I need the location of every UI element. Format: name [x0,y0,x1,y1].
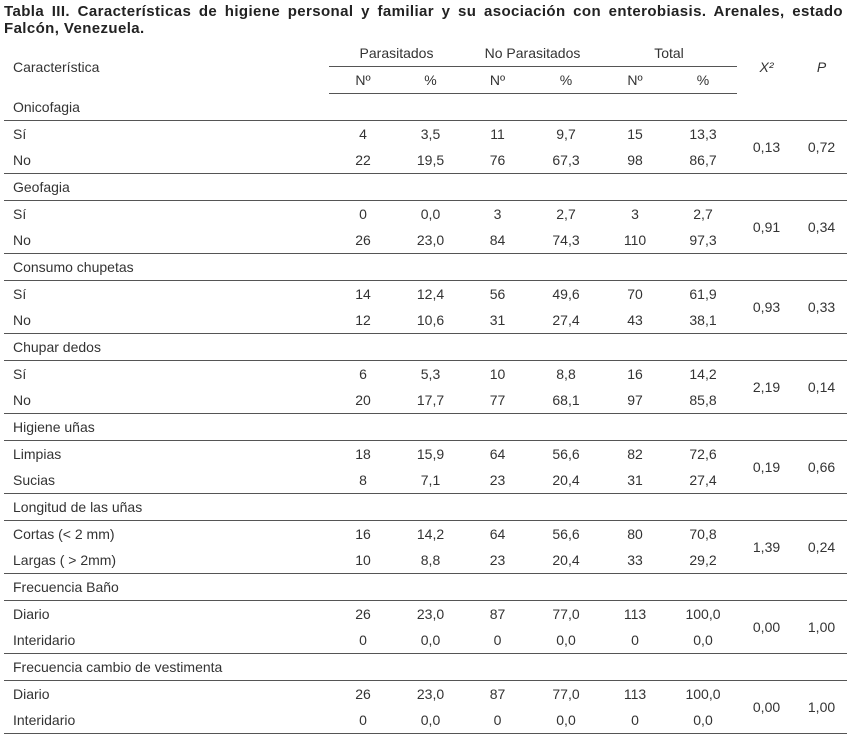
row-label: Largas ( > 2mm) [13,552,117,568]
table-cell: 0,0 [420,632,441,648]
row-label: Sí [13,366,27,382]
table-cell: 77,0 [552,686,580,702]
table-cell: 20,4 [552,552,580,568]
table-row [4,441,847,468]
table-cell: 97,3 [689,232,717,248]
table-cell: 70 [627,286,643,302]
table-cell: 5,3 [420,366,441,382]
chi-square-value: 0,13 [752,139,781,155]
table-cell: 15 [627,126,643,142]
section-label: Frecuencia cambio de vestimenta [4,654,847,681]
table-row [4,227,847,254]
table-cell: 70,8 [689,526,717,542]
table-cell: 0 [359,712,367,728]
table-cell: 0,0 [693,632,713,648]
table-cell: 23 [489,472,506,488]
row-label: No [13,312,31,328]
table-cell: 0,0 [556,632,576,648]
row-label: Diario [13,686,50,702]
section-header-row [4,414,847,441]
table-cell: 0 [493,712,502,728]
chi-square-value: 2,19 [752,379,781,395]
table-cell: 113 [623,606,647,622]
header-subcol: % [669,67,737,94]
header-group-parasitados: Parasitados [329,40,464,67]
table-cell: 20,4 [552,472,580,488]
table-cell: 0,0 [556,712,576,728]
table-header [4,40,847,94]
row-label: Sucias [13,472,56,488]
table-cell: 7,1 [420,472,441,488]
table-cell: 61,9 [689,286,717,302]
header-group-total: Total [601,40,737,67]
section-label: Onicofagia [4,94,847,121]
table-cell: 97 [627,392,643,408]
table-cell: 0 [631,712,639,728]
table-cell: 56 [489,286,506,302]
table-cell: 15,9 [416,446,445,462]
table-row [4,361,847,388]
table-row [4,601,847,628]
row-label: Sí [13,126,27,142]
chi-square-value: 0,19 [752,459,781,475]
table-cell: 8,8 [420,552,441,568]
header-p-value: P [816,58,827,75]
table-cell: 100,0 [685,686,721,702]
section-label: Longitud de las uñas [4,494,847,521]
chi-square-value: 1,39 [752,539,781,555]
table-cell: 26 [355,606,371,622]
table-cell: 3 [493,206,502,222]
table-cell: 23,0 [416,232,445,248]
table-cell: 31 [627,472,643,488]
table-row [4,281,847,308]
table-cell: 4 [359,126,367,142]
table-cell: 64 [489,446,506,462]
table-row [4,627,847,654]
table-cell: 6 [359,366,367,382]
table-cell: 43 [627,312,643,328]
table-cell: 23 [489,552,506,568]
table-cell: 68,1 [552,392,580,408]
table-cell: 23,0 [416,686,445,702]
section-header-row [4,654,847,681]
table-cell: 10,6 [416,312,445,328]
table-cell: 49,6 [552,286,580,302]
table-cell: 14,2 [689,366,717,382]
table-cell: 9,7 [556,126,576,142]
table-cell: 29,2 [689,552,717,568]
table-cell: 84 [489,232,506,248]
row-label: Cortas (< 2 mm) [13,526,115,542]
table-cell: 0 [493,632,502,648]
table-cell: 38,1 [689,312,717,328]
header-chi-square: X² [759,58,774,75]
table-cell: 0 [631,632,639,648]
table-cell: 74,3 [552,232,580,248]
row-label: No [13,152,31,168]
table-cell: 0 [359,632,367,648]
header-group-no-parasitados: No Parasitados [464,40,601,67]
table-cell: 56,6 [552,446,580,462]
table-cell: 110 [623,232,647,248]
header-subcol: % [531,67,601,94]
table-cell: 10 [489,366,506,382]
p-value: 0,24 [807,539,836,555]
table-cell: 31 [489,312,506,328]
chi-square-value: 0,00 [752,699,781,715]
table-cell: 0,0 [420,712,441,728]
p-value: 1,00 [807,619,836,635]
header-subcol: % [397,67,464,94]
table-cell: 17,7 [416,392,445,408]
table-cell: 18 [355,446,371,462]
table-cell: 100,0 [685,606,721,622]
table-cell: 87 [489,686,506,702]
row-label: Sí [13,286,27,302]
table-cell: 3 [631,206,639,222]
table-cell: 16 [627,366,643,382]
row-label: Diario [13,606,50,622]
table-row [4,707,847,734]
data-table-container [4,40,847,734]
section-label: Consumo chupetas [4,254,847,281]
table-cell: 8 [359,472,367,488]
table-cell: 86,7 [689,152,717,168]
row-label: No [13,232,31,248]
table-cell: 26 [355,232,371,248]
table-cell: 20 [355,392,371,408]
table-cell: 14,2 [416,526,445,542]
section-header-row [4,494,847,521]
chi-square-value: 0,93 [752,299,781,315]
table-cell: 2,7 [693,206,713,222]
table-cell: 0,0 [693,712,713,728]
table-cell: 14 [355,286,371,302]
p-value: 0,14 [807,379,836,395]
row-label: Limpias [13,446,62,462]
table-cell: 82 [627,446,643,462]
table-cell: 33 [627,552,643,568]
table-cell: 77 [489,392,506,408]
table-cell: 26 [355,686,371,702]
table-body [4,94,847,734]
table-cell: 76 [489,152,506,168]
header-caracteristica: Característica [13,58,100,75]
row-label: Interidario [13,632,76,648]
table-cell: 13,3 [689,126,717,142]
table-cell: 23,0 [416,606,445,622]
table-row [4,147,847,174]
table-cell: 56,6 [552,526,580,542]
table-cell: 3,5 [420,126,441,142]
table-cell: 8,8 [556,366,576,382]
table-row [4,307,847,334]
table-cell: 72,6 [689,446,717,462]
table-row [4,121,847,148]
table-title: Tabla III. Características de higiene personal y familiar y su asociación con enterobiasis. Arenales, estado Falcón, Venezuela. [4,3,843,37]
table-cell: 11 [490,126,505,142]
header-subcol: Nº [464,67,531,94]
section-label: Frecuencia Baño [4,574,847,601]
table-cell: 67,3 [552,152,580,168]
table-cell: 22 [355,152,371,168]
table-cell: 64 [489,526,506,542]
p-value: 0,33 [807,299,836,315]
chi-square-value: 0,91 [752,219,781,235]
table-row [4,201,847,228]
table-row [4,521,847,548]
table-cell: 0 [359,206,367,222]
p-value: 0,72 [807,139,836,155]
table-cell: 98 [627,152,643,168]
table-cell: 27,4 [552,312,580,328]
table-cell: 0,0 [420,206,441,222]
hygiene-enterobiasis-table [4,40,847,734]
table-row [4,387,847,414]
table-cell: 80 [627,526,643,542]
section-header-row [4,254,847,281]
table-row [4,467,847,494]
section-label: Higiene uñas [4,414,847,441]
section-header-row [4,174,847,201]
table-row [4,547,847,574]
table-cell: 2,7 [556,206,576,222]
table-cell: 19,5 [416,152,445,168]
table-cell: 77,0 [552,606,580,622]
table-cell: 87 [489,606,506,622]
header-subcol: Nº [601,67,669,94]
section-header-row [4,94,847,121]
table-cell: 12,4 [416,286,445,302]
section-label: Chupar dedos [4,334,847,361]
table-cell: 27,4 [689,472,717,488]
table-row [4,681,847,708]
p-value: 1,00 [807,699,836,715]
table-cell: 113 [623,686,647,702]
row-label: Interidario [13,712,76,728]
header-subcol: Nº [329,67,397,94]
table-cell: 85,8 [689,392,717,408]
row-label: No [13,392,31,408]
section-header-row [4,574,847,601]
section-header-row [4,334,847,361]
p-value: 0,34 [807,219,836,235]
chi-square-value: 0,00 [752,619,781,635]
p-value: 0,66 [807,459,836,475]
table-cell: 12 [355,312,371,328]
row-label: Sí [13,206,27,222]
table-cell: 10 [355,552,371,568]
section-label: Geofagia [4,174,847,201]
table-cell: 16 [355,526,371,542]
